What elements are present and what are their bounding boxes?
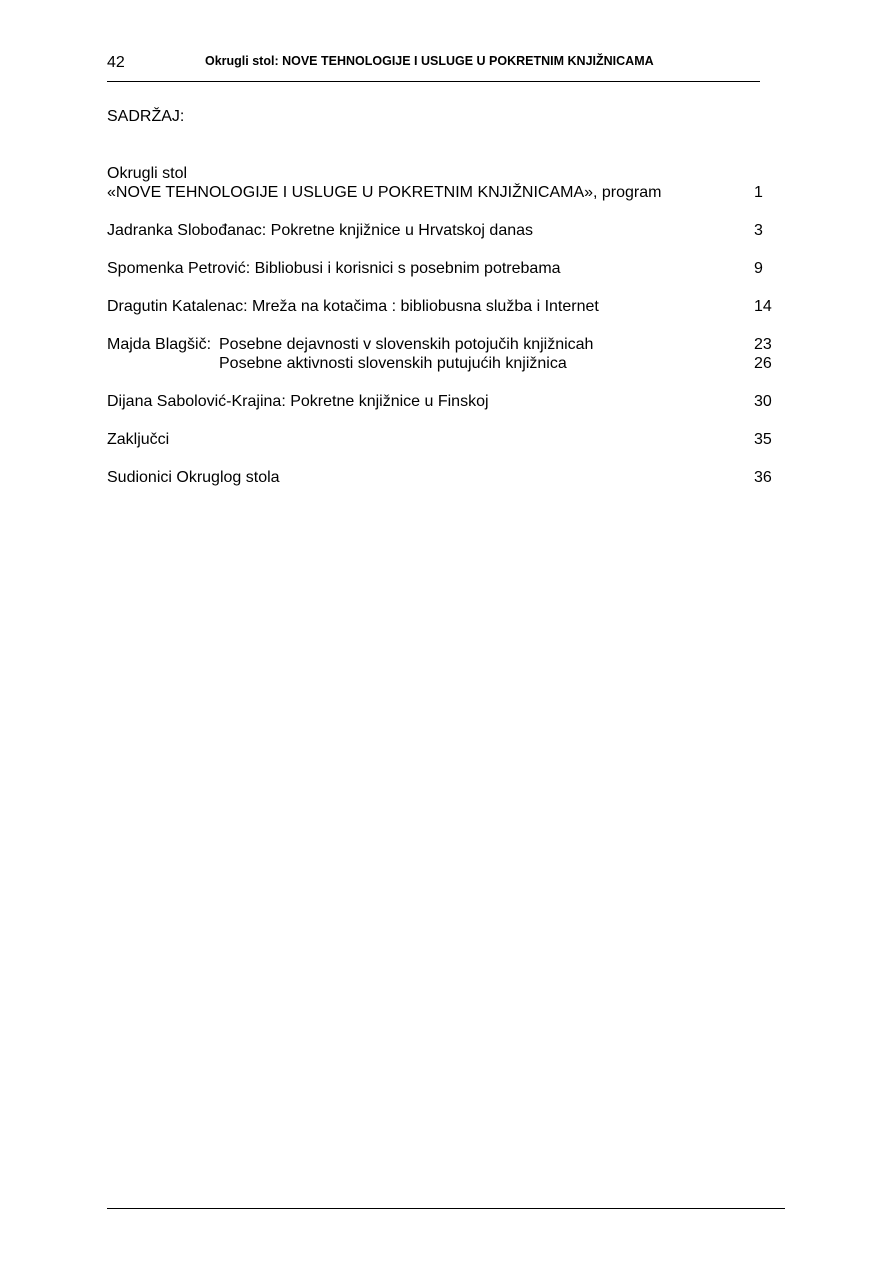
toc-entry-title: Dragutin Katalenac: Mreža na kotačima : bibliobusna služba i Internet — [107, 298, 599, 315]
toc-page-number: 3 — [754, 222, 763, 239]
toc-page-number: 1 — [754, 184, 763, 201]
toc-entry-line — [107, 259, 787, 278]
toc-entry-line — [107, 335, 787, 354]
toc-entry-zakljucci — [107, 430, 787, 449]
toc-entry-title: Okrugli stol — [107, 165, 188, 182]
toc-entry-program — [107, 164, 787, 202]
toc-entry-petrovic — [107, 259, 787, 278]
toc-heading: SADRŽAJ: — [107, 108, 185, 125]
page-number: 42 — [107, 54, 125, 71]
running-title: Okrugli stol: NOVE TEHNOLOGIJE I USLUGE U POKRETNIM KNJIŽNICAMA — [205, 54, 654, 68]
toc-page-number: 23 — [754, 336, 772, 353]
toc-entry-line — [107, 468, 787, 487]
toc-entry-line — [107, 297, 787, 316]
toc-page-number: 26 — [754, 355, 772, 372]
toc-entry-line — [107, 354, 787, 373]
toc-entry-title: Sudionici Okruglog stola — [107, 469, 280, 486]
toc-entry-author: Majda Blagšič: — [107, 336, 212, 353]
toc-entry-title: Zaključci — [107, 431, 170, 448]
toc-entry-line — [107, 430, 787, 449]
toc-entry-line — [107, 221, 787, 240]
toc-entry-title: Posebne aktivnosti slovenskih putujućih knjižnica — [219, 355, 567, 372]
table-of-contents — [107, 164, 787, 506]
toc-entry-sabolovic — [107, 392, 787, 411]
toc-entry-title: Spomenka Petrović: Bibliobusi i korisnici s posebnim potrebama — [107, 260, 561, 277]
toc-entry-line — [107, 392, 787, 411]
toc-entry-title: «NOVE TEHNOLOGIJE I USLUGE U POKRETNIM KNJIŽNICAMA», program — [107, 184, 662, 201]
toc-page-number: 14 — [754, 298, 772, 315]
toc-page-number: 35 — [754, 431, 772, 448]
toc-page-number: 9 — [754, 260, 763, 277]
toc-entry-line — [107, 183, 787, 202]
toc-entry-katalenac — [107, 297, 787, 316]
toc-entry-title: Posebne dejavnosti v slovenskih potojučih knjižnicah — [219, 336, 594, 353]
toc-entry-title: Dijana Sabolović-Krajina: Pokretne knjižnice u Finskoj — [107, 393, 489, 410]
toc-entry-slobodanac — [107, 221, 787, 240]
toc-entry-title: Jadranka Slobođanac: Pokretne knjižnice u Hrvatskoj danas — [107, 222, 534, 239]
header-rule — [107, 81, 760, 82]
toc-page-number: 30 — [754, 393, 772, 410]
toc-entry-sudionici — [107, 468, 787, 487]
toc-page-number: 36 — [754, 469, 772, 486]
toc-entry-line — [107, 164, 787, 183]
footer-rule — [107, 1208, 785, 1209]
toc-entry-blagsic — [107, 335, 787, 373]
